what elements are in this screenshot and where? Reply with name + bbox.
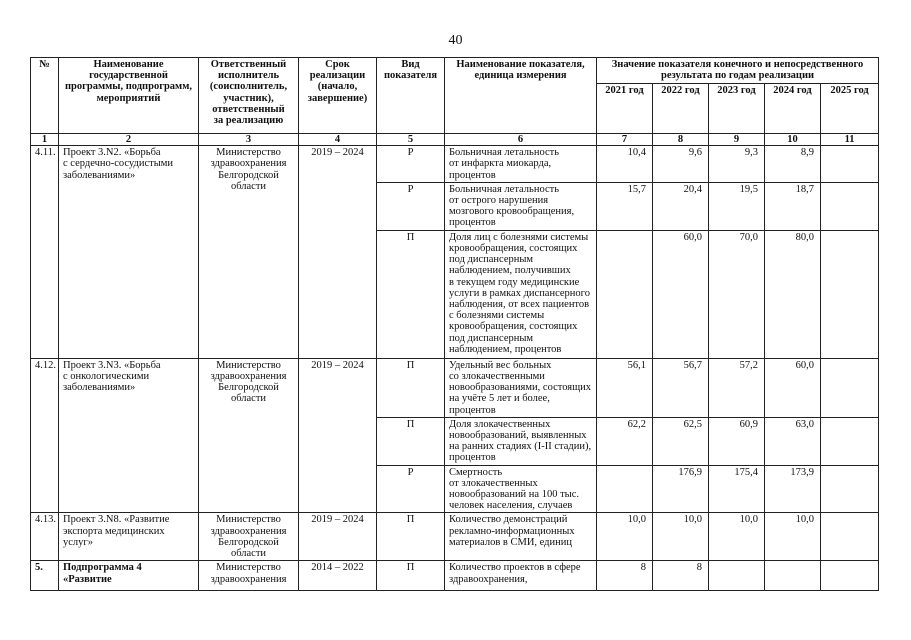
header-no: № [31, 58, 59, 134]
indicator-name: Больничная летальность от острого нарушения мозгового кровообращения, процентов [445, 182, 597, 230]
value-cell [709, 561, 765, 591]
indicator-kind: Р [377, 465, 445, 513]
program-name: Проект 3.N8. «Развитие экспорта медицинских услуг» [59, 513, 199, 561]
value-cell [821, 417, 879, 465]
header-values: Значение показателя конечного и непосредственного результата по годам реализации [597, 58, 879, 84]
header-name: Наименование государственной программы, подпрограмм, мероприятий [59, 58, 199, 134]
column-number: 1 [31, 134, 59, 146]
value-cell: 176,9 [653, 465, 709, 513]
value-cell: 10,0 [597, 513, 653, 561]
column-number: 4 [299, 134, 377, 146]
column-number: 6 [445, 134, 597, 146]
value-cell: 10,0 [653, 513, 709, 561]
value-cell: 8 [597, 561, 653, 591]
indicators-table [30, 57, 879, 591]
column-number: 7 [597, 134, 653, 146]
row-number: 4.11. [31, 146, 59, 359]
value-cell [821, 513, 879, 561]
row-number: 4.13. [31, 513, 59, 561]
indicator-name: Смертность от злокачественных новообразований на 100 тыс. человек населения, случаев [445, 465, 597, 513]
page-number: 40 [448, 33, 463, 48]
value-cell: 60,0 [765, 358, 821, 417]
header-kind: Вид показателя [377, 58, 445, 134]
indicator-kind: П [377, 358, 445, 417]
table-row [31, 146, 879, 183]
value-cell: 9,3 [709, 146, 765, 183]
value-cell [821, 146, 879, 183]
value-cell: 57,2 [709, 358, 765, 417]
value-cell [765, 561, 821, 591]
term: 2019 – 2024 [299, 358, 377, 513]
header-executor: Ответственный исполнитель (соисполнитель, участник), ответственный за реализацию [199, 58, 299, 134]
value-cell: 62,5 [653, 417, 709, 465]
column-number: 8 [653, 134, 709, 146]
value-cell: 10,0 [765, 513, 821, 561]
value-cell: 80,0 [765, 230, 821, 358]
column-numbers-row [31, 134, 879, 146]
column-number: 5 [377, 134, 445, 146]
header-term: Срок реализации (начало, завершение) [299, 58, 377, 134]
program-name: Подпрограмма 4 «Развитие [59, 561, 199, 591]
executor: Министерство здравоохранения Белгородской области [199, 513, 299, 561]
value-cell: 8 [653, 561, 709, 591]
value-cell [821, 182, 879, 230]
table-row [31, 358, 879, 417]
value-cell: 70,0 [709, 230, 765, 358]
column-number: 10 [765, 134, 821, 146]
program-name: Проект 3.N3. «Борьба с онкологическими заболеваниями» [59, 358, 199, 513]
indicator-name: Количество проектов в сфере здравоохранения, [445, 561, 597, 591]
column-number: 9 [709, 134, 765, 146]
value-cell [821, 358, 879, 417]
header-year: 2022 год [653, 84, 709, 134]
executor: Министерство здравоохранения Белгородской области [199, 358, 299, 513]
value-cell: 62,2 [597, 417, 653, 465]
indicator-name: Больничная летальность от инфаркта миокарда, процентов [445, 146, 597, 183]
value-cell: 56,1 [597, 358, 653, 417]
value-cell: 10,0 [709, 513, 765, 561]
value-cell [821, 230, 879, 358]
value-cell [597, 230, 653, 358]
term: 2014 – 2022 [299, 561, 377, 591]
program-name: Проект 3.N2. «Борьба с сердечно-сосудистыми заболеваниями» [59, 146, 199, 359]
header-year: 2025 год [821, 84, 879, 134]
value-cell: 10,4 [597, 146, 653, 183]
row-number: 5. [31, 561, 59, 591]
header-indicator: Наименование показателя, единица измерения [445, 58, 597, 134]
indicator-kind: Р [377, 146, 445, 183]
value-cell: 60,9 [709, 417, 765, 465]
value-cell [597, 465, 653, 513]
term: 2019 – 2024 [299, 513, 377, 561]
indicator-name: Доля злокачественных новообразований, выявленных на ранних стадиях (I-II стадии), процентов [445, 417, 597, 465]
indicator-kind: П [377, 417, 445, 465]
value-cell: 60,0 [653, 230, 709, 358]
indicator-name: Доля лиц с болезнями системы кровообращения, состоящих под диспансерным наблюдением, получивших в текущем году медицинские услуги в рамках диспансерного наблюдения, от всех пациентов с болезнями системы кровообращения, состоящих под диспансерным наблюдением, процентов [445, 230, 597, 358]
indicator-kind: П [377, 513, 445, 561]
indicator-kind: П [377, 230, 445, 358]
value-cell: 175,4 [709, 465, 765, 513]
indicator-kind: П [377, 561, 445, 591]
column-number: 2 [59, 134, 199, 146]
value-cell [821, 465, 879, 513]
value-cell [821, 561, 879, 591]
value-cell: 173,9 [765, 465, 821, 513]
table-row [31, 513, 879, 561]
header-year: 2024 год [765, 84, 821, 134]
indicator-name: Количество демонстраций рекламно-информационных материалов в СМИ, единиц [445, 513, 597, 561]
header-year: 2021 год [597, 84, 653, 134]
table-row [31, 561, 879, 591]
column-number: 11 [821, 134, 879, 146]
row-number: 4.12. [31, 358, 59, 513]
value-cell: 8,9 [765, 146, 821, 183]
value-cell: 20,4 [653, 182, 709, 230]
executor: Министерство здравоохранения [199, 561, 299, 591]
indicator-kind: Р [377, 182, 445, 230]
value-cell: 63,0 [765, 417, 821, 465]
term: 2019 – 2024 [299, 146, 377, 359]
column-number: 3 [199, 134, 299, 146]
header-year: 2023 год [709, 84, 765, 134]
value-cell: 56,7 [653, 358, 709, 417]
value-cell: 15,7 [597, 182, 653, 230]
value-cell: 9,6 [653, 146, 709, 183]
indicator-name: Удельный вес больных со злокачественными новообразованиями, состоящих на учёте 5 лет и более, процентов [445, 358, 597, 417]
value-cell: 19,5 [709, 182, 765, 230]
executor: Министерство здравоохранения Белгородской области [199, 146, 299, 359]
value-cell: 18,7 [765, 182, 821, 230]
